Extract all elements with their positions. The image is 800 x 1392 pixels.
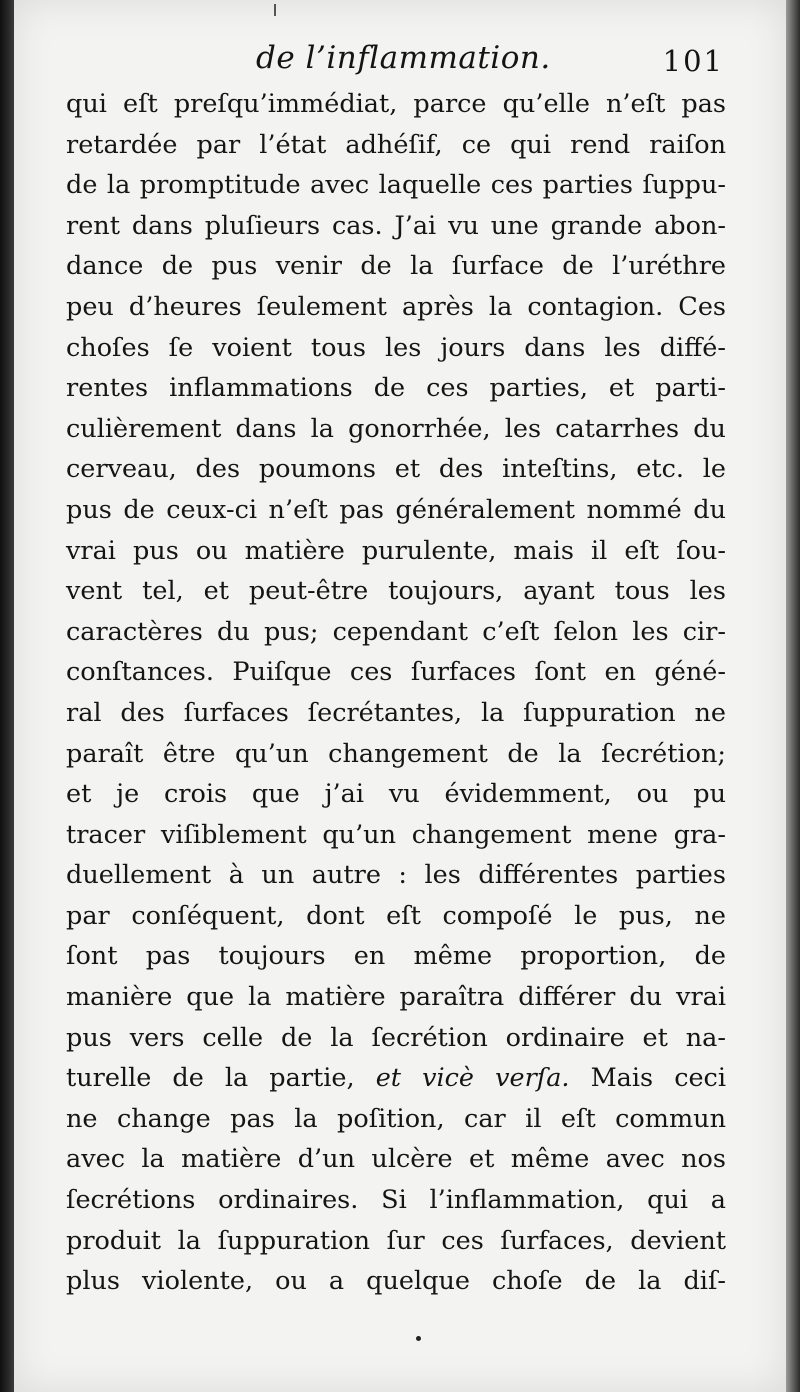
- text-line: et je crois que j’ai vu évidemment, ou pu: [66, 779, 726, 810]
- text-line: dance de pus venir de la ſurface de l’uréthre: [66, 251, 726, 282]
- text-line: cerveau, des poumons et des inteſtins, etc. le: [66, 454, 726, 485]
- text-line: vrai pus ou matière purulente, mais il eſt ſou-: [66, 535, 726, 566]
- text-line: culièrement dans la gonorrhée, les catarrhes du: [66, 413, 726, 444]
- text-line: caractères du pus; cependant c’eſt ſelon les cir-: [66, 616, 726, 647]
- text-line: par conſéquent, dont eſt compoſé le pus, ne: [66, 900, 726, 931]
- text-line: rentes inflammations de ces parties, et parti-: [66, 373, 726, 404]
- text-line: manière que la matière paraîtra différer du vrai: [66, 982, 726, 1013]
- body-text: [66, 84, 726, 1302]
- text-line: plus violente, ou a quelque choſe de la diſ-: [66, 1266, 726, 1297]
- text-line: duellement à un autre : les différentes parties: [66, 860, 726, 891]
- page-edge-shadow: [786, 0, 800, 1392]
- text-line: ſecrétions ordinaires. Si l’inflammation, qui a: [66, 1185, 726, 1216]
- text-line: tracer viſiblement qu’un changement mene gra-: [66, 819, 726, 850]
- text-line: choſes ſe voient tous les jours dans les diffé-: [66, 332, 726, 363]
- text-line: ne change pas la poſition, car il eſt commun: [66, 1103, 726, 1134]
- page-number: 101: [662, 44, 724, 78]
- text-line: produit la ſuppuration ſur ces ſurfaces, devient: [66, 1225, 726, 1256]
- page-header: [74, 40, 724, 90]
- text-line: avec la matière d’un ulcère et même avec nos: [66, 1144, 726, 1175]
- text-line: pus vers celle de la ſecrétion ordinaire et na-: [66, 1022, 726, 1053]
- text-line: de la promptitude avec laquelle ces parties ſuppu-: [66, 170, 726, 201]
- text-line: rent dans pluſieurs cas. J’ai vu une grande abon-: [66, 210, 726, 241]
- text-segment: Mais ceci: [569, 1063, 726, 1094]
- print-mark: [274, 4, 276, 16]
- print-speck: [416, 1336, 421, 1341]
- text-line: vent tel, et peut-être toujours, ayant tous les: [66, 576, 726, 607]
- running-title: de l’inflammation.: [256, 40, 551, 76]
- page-binding-shadow: [0, 0, 14, 1392]
- text-line: ſont pas toujours en même proportion, de: [66, 941, 726, 972]
- book-page: [14, 0, 786, 1392]
- text-line: ral des ſurfaces ſecrétantes, la ſuppuration ne: [66, 697, 726, 728]
- text-line: pus de ceux-ci n’eſt pas généralement nommé du: [66, 494, 726, 525]
- italic-phrase: et vicè verſa.: [375, 1063, 570, 1094]
- text-line-with-italic: [66, 1058, 726, 1099]
- text-line: retardée par l’état adhéſif, ce qui rend raiſon: [66, 129, 726, 160]
- text-line: peu d’heures ſeulement après la contagion. Ces: [66, 291, 726, 322]
- text-line: conſtances. Puiſque ces ſurfaces ſont en géné-: [66, 657, 726, 688]
- text-segment: turelle de la partie,: [66, 1063, 376, 1094]
- text-line: paraît être qu’un changement de la ſecrétion;: [66, 738, 726, 769]
- text-line: qui eſt preſqu’immédiat, parce qu’elle n’eſt pas: [66, 89, 726, 119]
